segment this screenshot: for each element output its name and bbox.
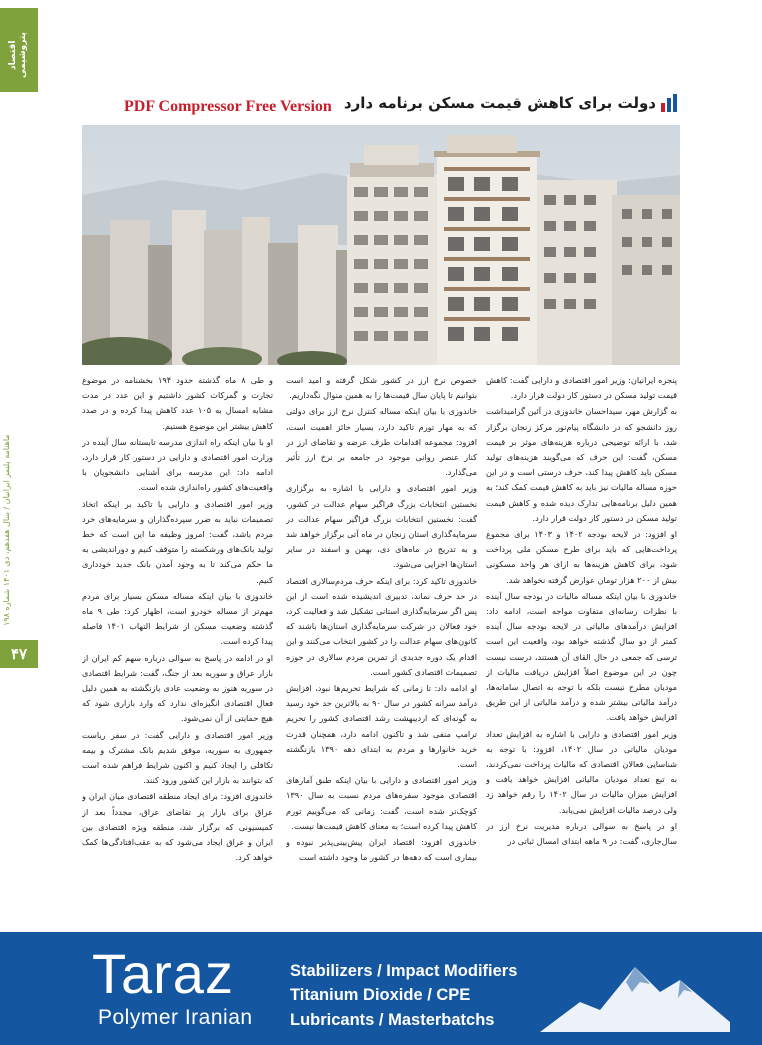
ad-products-line-3: Lubricants / Masterbatchs bbox=[290, 1011, 495, 1029]
paragraph: او در پاسخ به سوالی درباره مدیریت نرخ ارز در سال‌جاری، گفت: در ۹ ماهه ابتدای امسال ثباتی در bbox=[486, 820, 677, 847]
text-column-middle bbox=[286, 373, 477, 923]
text-column-left bbox=[82, 373, 273, 923]
paragraph: خصوص نرخ ارز در کشور شکل گرفته و امید است بتوانیم تا پایان سال قیمت‌ها را به همین منوال نگه‌داریم. bbox=[286, 375, 477, 401]
paragraph: خاندوزی تاکید کرد: برای اینکه حرف مردم‌سالاری اقتصاد در حد حرف نماند، تدبیری اندیشیده شده است از این پس اگر سرمایه‌گذاری استانی تشکیل شد و فعالیت کرد، خود فعالان در شرکت سرمایه‌گذاری استان‌ها باشند که کانون‌های سهام عدالت را در کشور انتخاب می‌کنند و این اقدام یک دوره جدیدی از تمرین مردم سالاری در حوزه تصمیمات اقتصادی کشور است. bbox=[286, 575, 477, 677]
paragraph: خاندوزی افزود: اقتصاد ایران پیش‌بینی‌پذیر نبوده و بیماری است که دهه‌ها در کشور ما وجود داشته است bbox=[286, 837, 477, 863]
watermark-text: PDF Compressor Free Version bbox=[124, 98, 332, 115]
article-title: دولت برای کاهش قیمت مسکن برنامه دارد bbox=[343, 94, 656, 112]
section-tab-label: اقتصاد پتروشیمی bbox=[8, 32, 28, 78]
paragraph: خاندوزی با بیان اینکه مساله مسکن بسیار برای مردم مهم‌تر از مساله خودرو است، اظهار کرد: طی ۹ ماه گذشته وضعیت مسکن از شرایط التهاب ۱۴۰۱ فاصله پیدا کرده است. bbox=[82, 590, 273, 647]
page-number: ۴۷ bbox=[0, 640, 38, 668]
ad-products-line-2: Titanium Dioxide / CPE bbox=[290, 986, 471, 1004]
paragraph: وزیر امور اقتصادی و دارایی با بیان اینکه طبق آمارهای اقتصادی موجود سفره‌های مردم نسبت به سال ۱۳۹۰ کوچک‌تر شده است، گفت: زمانی که می‌گوییم تورم کاهش پیدا کرده است؛ به معنای کاهش قیمت‌ها نیست. bbox=[286, 775, 477, 831]
brand-logo-text: Taraz bbox=[92, 942, 234, 1005]
paragraph: خاندوزی افزود: برای ایجاد منطقه اقتصادی میان ایران و عراق برای بازار پر تقاضای عراق، مجدداً بعد از کمیسیونی که برگزار شد، منطقه ویژه اقتصادی بین ایران و عراق ایجاد می‌شود که به عقب‌افتادگی‌ها کمک خواهد کرد. bbox=[82, 791, 273, 863]
brand-subtitle: Polymer Iranian bbox=[98, 1006, 253, 1029]
paragraph: وزیر امور اقتصادی و دارایی با اشاره به افزایش تعداد مودیان مالیاتی در سال ۱۴۰۲، افزود: با توجه به شناسایی فعالان اقتصادی که مالیات پرداخت نمی‌کردند، به تبع تعداد مودیان مالیاتی افزایش خواهد یافت و افزایش میزان مالیات در سال ۱۴۰۲ را رقم خواهد زد ولی درصد مالیات افزایش نمی‌یابد. bbox=[486, 728, 677, 815]
section-tab bbox=[0, 8, 38, 92]
city-buildings-image bbox=[82, 125, 680, 365]
advertisement-banner bbox=[0, 932, 762, 1045]
paragraph: او افزود: در لایحه بودجه ۱۴۰۲ و ۱۴۰۳ برای مجموع پرداخت‌هایی که باید برای طرح مسکن ملی پرداخت شود، برای کاهش هزینه‌ها به ازای هر واحد مسکونی بیش از ۲۰۰ هزار تومان عوارض گرفته نخواهد شد. bbox=[486, 529, 677, 585]
magazine-info-strip: ماهنامه پلیمر ایرانیان / سال هفدهم، دی ۱۴۰۱ شماره ۱۹۸ bbox=[2, 434, 11, 626]
paragraph: وزیر امور اقتصادی و دارایی با تاکید بر اینکه اتخاذ تصمیمات نباید به ضرر سپرده‌گذاران و سرمایه‌های خرد مردم باشد، گفت: امروز وظیفه ما این است که خط تولید بانک‌های ورشکسته را متوقف کنیم و دوراندیشی به ما حکم می‌کند تا به وجود آمدن بانک جدید خودداری کنیم. bbox=[82, 498, 273, 585]
paragraph: به گزارش مهر، سیداحسان خاندوزی در آئین گرامیداشت روز دانشجو که در دانشگاه پیام‌نور مرکز زنجان برگزار شد، با ارائه توضیحی درباره هزینه‌های موثر بر قیمت مسکن، گفت: این حرف که می‌گویند هزینه‌های تولید مسکن باید کاهش پیدا کند، حرف درستی است و در این حوزه مساله مالیات نیز باید به کاهش قیمت کمک کند؛ به همین دلیل برنامه‌هایی تدارک دیده شده و کاهش قیمت تولید مسکن در دستور کار دولت قرار دارد. bbox=[486, 406, 677, 523]
paragraph: او در ادامه در پاسخ به سوالی درباره سهم کم ایران از بازار عراق و سوریه بعد از جنگ، گفت: شرایط اقتصادی در سوریه هنوز به وضعیت عادی بازنگشته به همین دلیل فعال اقتصادی انگیزه‌ای ندارد که وارد بازاری شود که هیچ حمایتی از آن نمی‌شود. bbox=[82, 652, 273, 724]
mountain-logo-icon bbox=[540, 952, 730, 1032]
paragraph: خاندوزی با بیان اینکه مساله کنترل نرخ ارز برای دولتی که به مهار تورم تاکید دارد، بسیار حائز اهمیت است، افزود: مجموعه اقدامات طرف عرضه و تقاضای ارز در کنار عنصر روانی موجود در جامعه بر نرخ ارز تأثیر می‌گذارد. bbox=[286, 406, 477, 478]
paragraph: خاندوزی با بیان اینکه مساله مالیات در بودجه سال آینده با نظرات رسانه‌ای متفاوت مواجه است، ادامه داد: افزایش درآمدهای مالیاتی در لایحه بودجه سال آینده کمتر از دو سال گذشته خواهد بود، واقعیت این است ترسی که جمعی در حال القای آن هستند، درست نیست چون در این موضوع اصلاً افزایش دریافت مالیات از مودیان مطرح نیست بلکه با توجه به اتصال سامانه‌ها، درآمد مالیاتی بیشتر شده و درآمد مالیاتی از این طریق افزایش خواهد یافت. bbox=[486, 590, 677, 723]
paragraph: او با بیان اینکه راه اندازی مدرسه تابستانه سال آینده در وزارت امور اقتصادی و دارایی در دستور کار قرار دارد، ادامه داد: این مدرسه برای آشنایی دانشجویان با واقعیت‌های کشور راه‌اندازی شده است. bbox=[82, 436, 273, 493]
paragraph: او ادامه داد: تا زمانی که شرایط تحریم‌ها نبود، افزایش درآمد سرانه کشور در سال ۹۰ به بالاترین حد خود رسید به گونه‌ای که اردیبهشت رشد اقتصادی کشور را تحریم ترامپ منفی شد و تاکنون ادامه دارد، همچنان قدرت خرید خانوارها و مردم به ابتدای دهه ۱۳۹۰ بازنگشته است. bbox=[286, 683, 477, 770]
bar-chart-icon bbox=[660, 94, 678, 112]
paragraph: و طی ۸ ماه گذشته حدود ۱۹۴ بخشنامه در موضوع تجارت و گمرکات کشور داشتیم و این عدد در مدت مشابه امسال به ۱۰۵ عدد کاهش پیدا کرده و در صدد کاهش بیشتر این موضوع هستیم. bbox=[82, 375, 273, 431]
paragraph: وزیر امور اقتصادی و دارایی گفت: در سفر ریاست جمهوری به سوریه، موفق شدیم بانک مشترک و بیمه تکافلی را ایجاد کنیم و اکنون شرایط فراهم شده است که بتوانند به بازار این کشور ورود کنند. bbox=[82, 729, 273, 786]
paragraph: وزیر امور اقتصادی و دارایی با اشاره به برگزاری نخستین انتخابات بزرگ فراگیر سهام عدالت در کشور، گفت: نخستین انتخابات بزرگ فراگیر سهام عدالت در سرمایه‌گذاری استان زنجان در ماه آتی برگزار خواهد شد و به تدریج در ماه‌های دی، بهمن و اسفند در سایر استان‌ها اجرایی می‌شود. bbox=[286, 483, 477, 570]
ad-products-line-1: Stabilizers / Impact Modifiers bbox=[290, 962, 518, 980]
article-header bbox=[82, 92, 680, 118]
paragraph: پنجره ایرانیان: وزیر امور اقتصادی و دارایی گفت: کاهش قیمت تولید مسکن در دستور کار دولت قرار دارد. bbox=[486, 375, 677, 401]
text-column-right bbox=[486, 373, 677, 923]
article-photo bbox=[82, 125, 680, 365]
